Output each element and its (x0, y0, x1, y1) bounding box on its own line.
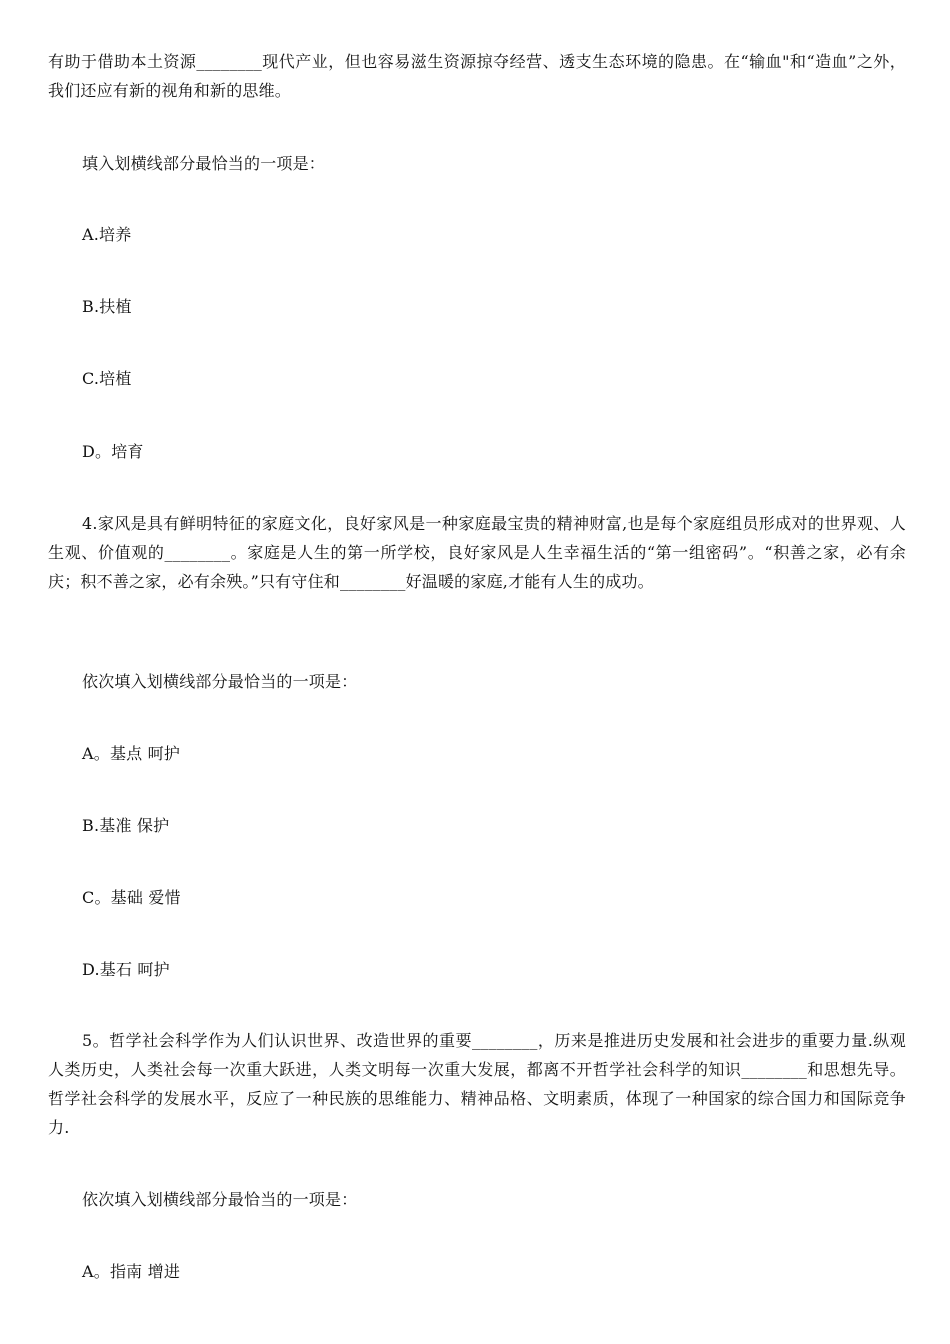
question-4-stem: 4.家风是具有鲜明特征的家庭文化，良好家风是一种家庭最宝贵的精神财富,也是每个家庭组员形成对的世界观、人生观、价值观的________。家庭是人生的第一所学校，良好家风是人生幸福生活的“第一组密码”。“积善之家，必有余庆；积不善之家，必有余殃。”只有守住和________好温暖的家庭,才能有人生的成功。 (48, 514, 906, 591)
question-4-option-a: A。基点 呵护 (82, 744, 181, 763)
question-3-option-d: D。培育 (82, 442, 144, 461)
question-3-stem: 有助于借助本土资源________现代产业，但也容易滋生资源掠夺经营、透支生态环境的隐患。在“输血"和“造血”之外，我们还应有新的视角和新的思维。 (48, 52, 906, 100)
question-4-option-b: B.基准 保护 (82, 816, 170, 835)
question-5-prompt: 依次填入划横线部分最恰当的一项是： (82, 1190, 358, 1209)
question-4-option-d: D.基石 呵护 (82, 960, 170, 979)
question-3-prompt: 填入划横线部分最恰当的一项是： (82, 154, 326, 173)
question-3-option-b: B.扶植 (82, 297, 132, 316)
question-5-stem: 5。哲学社会科学作为人们认识世界、改造世界的重要________，历来是推进历史发展和社会进步的重要力量.纵观人类历史，人类社会每一次重大跃进，人类文明每一次重大发展，都离不开哲学社会科学的知识________和思想先导。哲学社会科学的发展水平，反应了一种民族的思维能力、精神品格、文明素质，体现了一种国家的综合国力和国际竞争力. (48, 1031, 906, 1137)
question-4-option-c: C。基础 爱惜 (82, 888, 181, 907)
question-5-option-a: A。指南 增进 (82, 1262, 181, 1281)
question-4-prompt: 依次填入划横线部分最恰当的一项是： (82, 672, 358, 691)
question-3-option-a: A.培养 (82, 225, 132, 244)
question-3-option-c: C.培植 (82, 369, 132, 388)
